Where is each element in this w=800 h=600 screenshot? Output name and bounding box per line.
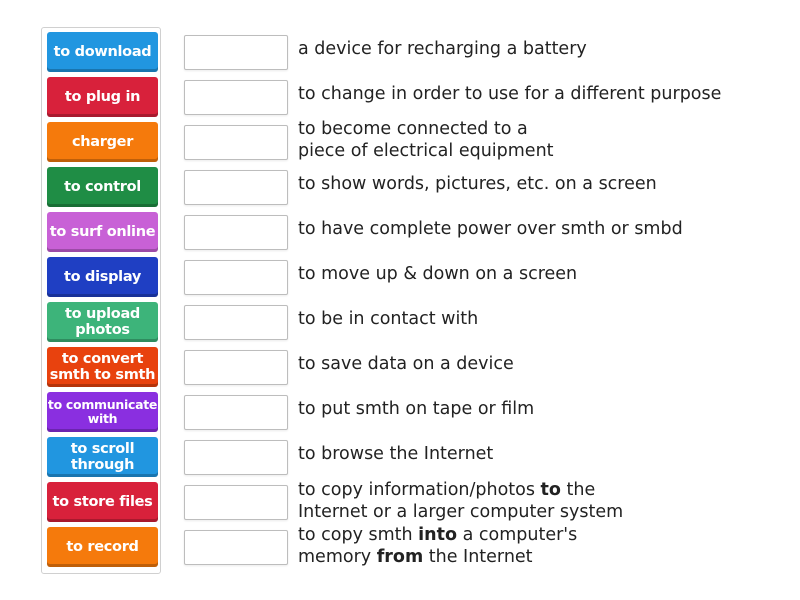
definition-text — [298, 479, 623, 523]
bold-keyword: from — [376, 547, 424, 567]
definition-segment: to move up & down on a screen — [298, 264, 578, 284]
definition-text — [298, 524, 577, 568]
answer-tile[interactable]: to control — [47, 167, 158, 207]
answer-tile[interactable]: to surf online — [47, 212, 158, 252]
definition-line — [298, 118, 554, 140]
definition-text — [298, 173, 657, 195]
definition-segment: to save data on a device — [298, 354, 514, 374]
definition-text — [298, 308, 478, 330]
definition-text — [298, 443, 493, 465]
definition-segment: to have complete power over smth or smbd — [298, 219, 683, 239]
definition-line — [298, 38, 587, 60]
drop-slot[interactable] — [184, 350, 288, 385]
definition-text — [298, 218, 683, 240]
definition-text — [298, 83, 721, 105]
definition-segment: to copy smth — [298, 525, 419, 545]
definition-line — [298, 501, 623, 523]
definition-line — [298, 353, 514, 375]
drop-slot[interactable] — [184, 305, 288, 340]
definition-segment: piece of electrical equipment — [298, 141, 554, 161]
definition-line — [298, 140, 554, 162]
definition-line — [298, 263, 577, 285]
drop-slot[interactable] — [184, 395, 288, 430]
definition-line — [298, 479, 623, 501]
drop-slot[interactable] — [184, 215, 288, 250]
definition-segment: to show words, pictures, etc. on a screen — [298, 174, 657, 194]
definition-text — [298, 118, 554, 162]
definition-text — [298, 398, 534, 420]
definition-segment: a computer's — [457, 525, 578, 545]
drop-slot[interactable] — [184, 485, 288, 520]
definition-text — [298, 263, 577, 285]
bold-keyword: to — [540, 480, 561, 500]
definition-segment: a device for recharging a battery — [298, 39, 587, 59]
answer-tile[interactable]: charger — [47, 122, 158, 162]
definition-line — [298, 218, 683, 240]
definition-segment: to become connected to a — [298, 119, 528, 139]
definition-line — [298, 524, 577, 546]
definition-segment: to copy information/photos — [298, 480, 541, 500]
answer-tile[interactable]: to plug in — [47, 77, 158, 117]
drop-slot[interactable] — [184, 530, 288, 565]
drop-slot[interactable] — [184, 170, 288, 205]
definition-line — [298, 546, 577, 568]
bold-keyword: into — [418, 525, 458, 545]
answer-tile[interactable]: to upload photos — [47, 302, 158, 342]
answer-tile[interactable]: to record — [47, 527, 158, 567]
definition-segment: the — [560, 480, 596, 500]
answer-tile[interactable]: to display — [47, 257, 158, 297]
definition-line — [298, 83, 721, 105]
drop-slot[interactable] — [184, 80, 288, 115]
definition-segment: to browse the Internet — [298, 444, 494, 464]
definition-line — [298, 443, 493, 465]
definition-segment: memory — [298, 547, 377, 567]
definition-text — [298, 353, 514, 375]
definition-segment: to put smth on tape or film — [298, 399, 535, 419]
answer-tile[interactable]: to download — [47, 32, 158, 72]
answer-tile[interactable]: to scroll through — [47, 437, 158, 477]
definition-segment: the Internet — [423, 547, 533, 567]
answer-tile[interactable]: to convert smth to smth — [47, 347, 158, 387]
answer-tile[interactable]: to communicate with — [47, 392, 158, 432]
definition-segment: to change in order to use for a different purpose — [298, 84, 722, 104]
drop-slot[interactable] — [184, 440, 288, 475]
definition-segment: to be in contact with — [298, 309, 479, 329]
definition-text — [298, 38, 587, 60]
answer-tile[interactable]: to store files — [47, 482, 158, 522]
definition-line — [298, 308, 478, 330]
drop-slot[interactable] — [184, 35, 288, 70]
drop-slot[interactable] — [184, 260, 288, 295]
tile-panel — [41, 27, 161, 574]
drop-slot[interactable] — [184, 125, 288, 160]
definition-line — [298, 398, 534, 420]
definition-segment: Internet or a larger computer system — [298, 502, 624, 522]
definition-line — [298, 173, 657, 195]
